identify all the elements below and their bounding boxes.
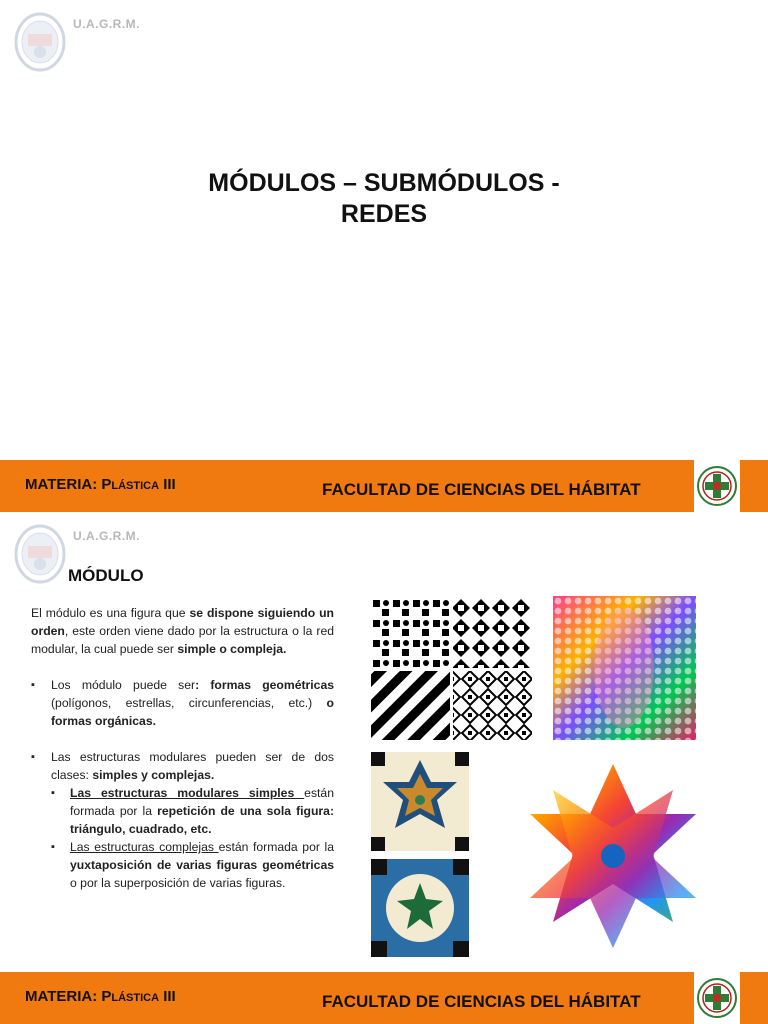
faculty-logo: [694, 972, 740, 1024]
page-title: [0, 168, 768, 230]
faculty-logo: [694, 460, 740, 512]
slide-modulo: [0, 512, 768, 1024]
university-name: U.A.G.R.M.: [73, 17, 140, 31]
university-name: U.A.G.R.M.: [73, 529, 140, 543]
intro-paragraph: El módulo es una figura que se dispone siguiendo un orden, este orden viene dado por la estructura o la red modular, la cual puede ser simple o compleja.: [31, 606, 334, 656]
body-text: [31, 604, 334, 892]
sub-bullet-simples: ▪ Las estructuras modulares simples están formada por la repetición de una sola figura: triángulo, cuadrado, etc.: [31, 784, 334, 838]
faculty-name: FACULTAD DE CIENCIAS DEL HÁBITAT: [322, 480, 641, 499]
rainbow-star-image: [528, 762, 698, 952]
bullet-formas: ▪ Los módulo puede ser: formas geométricas (polígonos, estrellas, circunferencias, etc.) o formas orgánicas.: [31, 676, 334, 730]
faculty-name: FACULTAD DE CIENCIAS DEL HÁBITAT: [322, 992, 641, 1011]
islamic-tile-image-2: [371, 859, 469, 957]
bullet-clases: ▪ Las estructuras modulares pueden ser de dos clases: simples y complejas.: [31, 748, 334, 784]
footer-bar: [0, 972, 768, 1024]
op-art-image: [553, 596, 696, 740]
sub-bullet-complejas: ▪ Las estructuras complejas están formada por la yuxtaposición de varias figuras geométricas o por la superposición de varias figuras.: [31, 838, 334, 892]
materia-label: MATERIA: Plástica III: [25, 476, 176, 493]
faculty-seal-icon: [694, 972, 740, 1024]
bw-pattern-image: [371, 598, 532, 740]
materia-label: MATERIA: Plástica III: [25, 988, 176, 1005]
university-seal-icon: [14, 524, 66, 584]
university-seal-icon: [14, 12, 66, 72]
faculty-seal-icon: [694, 460, 740, 512]
section-heading: MÓDULO: [68, 566, 144, 585]
title-line-2: REDES: [340, 200, 428, 228]
title-line-1: MÓDULOS – SUBMÓDULOS -: [208, 169, 560, 197]
islamic-tile-image-1: [371, 752, 469, 851]
footer-bar: [0, 460, 768, 512]
